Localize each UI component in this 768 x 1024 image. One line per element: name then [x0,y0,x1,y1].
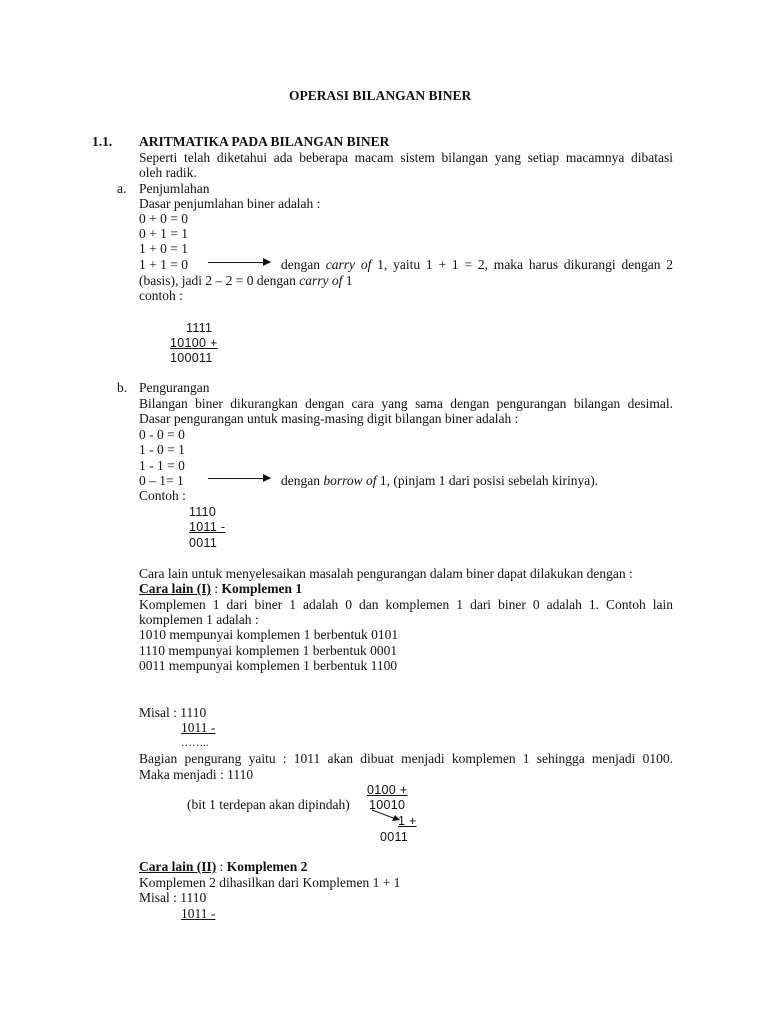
page-title: OPERASI BILANGAN BINER [289,88,472,103]
rule: 1 - 1 = 0 [139,458,185,473]
misal-1-operand: 1011 - [181,720,216,735]
cara1-heading: Cara lain (I) : Komplemen 1 [139,581,303,596]
calc-result: 0011 [380,830,409,844]
contoh-label: Contoh : [139,488,186,503]
example-result: 0011 [189,536,218,550]
section-heading: ARITMATIKA PADA BILANGAN BINER [139,134,390,149]
list-item: 1010 mempunyai komplemen 1 berbentuk 0101 [139,627,399,642]
carry-explanation: dengan carry of 1, yaitu 1 + 1 = 2, maka harus dikurangi dengan 2 [281,257,674,272]
calc-operand: 1 + [398,814,417,828]
list-item: 1110 mempunyai komplemen 1 berbentuk 0001 [139,643,398,658]
misal-2: Misal : 1110 [139,890,207,905]
pengurangan-basis: Dasar pengurangan untuk masing-masing digit bilangan biner adalah : [139,411,519,426]
section-number: 1.1. [92,134,113,149]
list-marker-b: b. [117,380,128,395]
borrow-explanation: dengan borrow of 1, (pinjam 1 dari posisi sebelah kirinya). [281,473,599,488]
arrow-icon [208,478,270,479]
pengurangan-desc: Bilangan biner dikurangkan dengan cara yang sama dengan pengurangan bilangan desimal. [139,396,673,411]
contoh-label: contoh : [139,288,183,303]
rule: 1 - 0 = 1 [139,442,185,457]
example-operand: 10100 + [170,336,218,350]
k1-desc: Komplemen 1 dari biner 1 adalah 0 dan komplemen 1 dari biner 0 adalah 1. Contoh lain [139,597,673,612]
calc-operand: 0100 + [367,783,408,797]
bit-note: (bit 1 terdepan akan dipindah) [187,797,350,812]
misal-2-operand: 1011 - [181,906,216,921]
calc-intermediate: 10010 [369,798,406,812]
example-operand: 1111 [186,321,213,335]
rule: 0 + 0 = 0 [139,211,188,226]
intro-line-2: oleh radik. [139,165,197,180]
arrow-icon [208,262,270,263]
maka-text: Maka menjadi : 1110 [139,767,254,782]
k2-desc: Komplemen 2 dihasilkan dari Komplemen 1 + 1 [139,875,401,890]
k1-desc-cont: komplemen 1 adalah : [139,612,259,627]
bagian-text: Bagian pengurang yaitu : 1011 akan dibuat menjadi komplemen 1 sehingga menjadi 0100. [139,751,673,766]
example-operand: 1011 - [189,520,226,534]
carry-explanation-cont: (basis), jadi 2 – 2 = 0 dengan carry of 1 [139,273,353,288]
list-item: 0011 mempunyai komplemen 1 berbentuk 1100 [139,658,398,673]
rule: 0 – 1= 1 [139,473,184,488]
rule: 0 - 0 = 0 [139,427,185,442]
list-marker-a: a. [117,181,127,196]
penjumlahan-basis: Dasar penjumlahan biner adalah : [139,196,321,211]
rule: 1 + 1 = 0 [139,257,188,272]
intro-line-1: Seperti telah diketahui ada beberapa macam sistem bilangan yang setiap macamnya dibatasi [139,150,673,165]
pengurangan-heading: Pengurangan [139,380,210,395]
misal-1: Misal : 1110 [139,705,207,720]
rule: 1 + 0 = 1 [139,241,188,256]
cara2-heading: Cara lain (II) : Komplemen 2 [139,859,308,874]
example-operand: 1110 [189,505,217,519]
rule: 0 + 1 = 1 [139,226,188,241]
penjumlahan-heading: Penjumlahan [139,181,210,196]
example-result: 100011 [170,351,213,365]
misal-1-dots: …….. [181,737,209,749]
cara-intro: Cara lain untuk menyelesaikan masalah pengurangan dalam biner dapat dilakukan dengan : [139,566,633,581]
